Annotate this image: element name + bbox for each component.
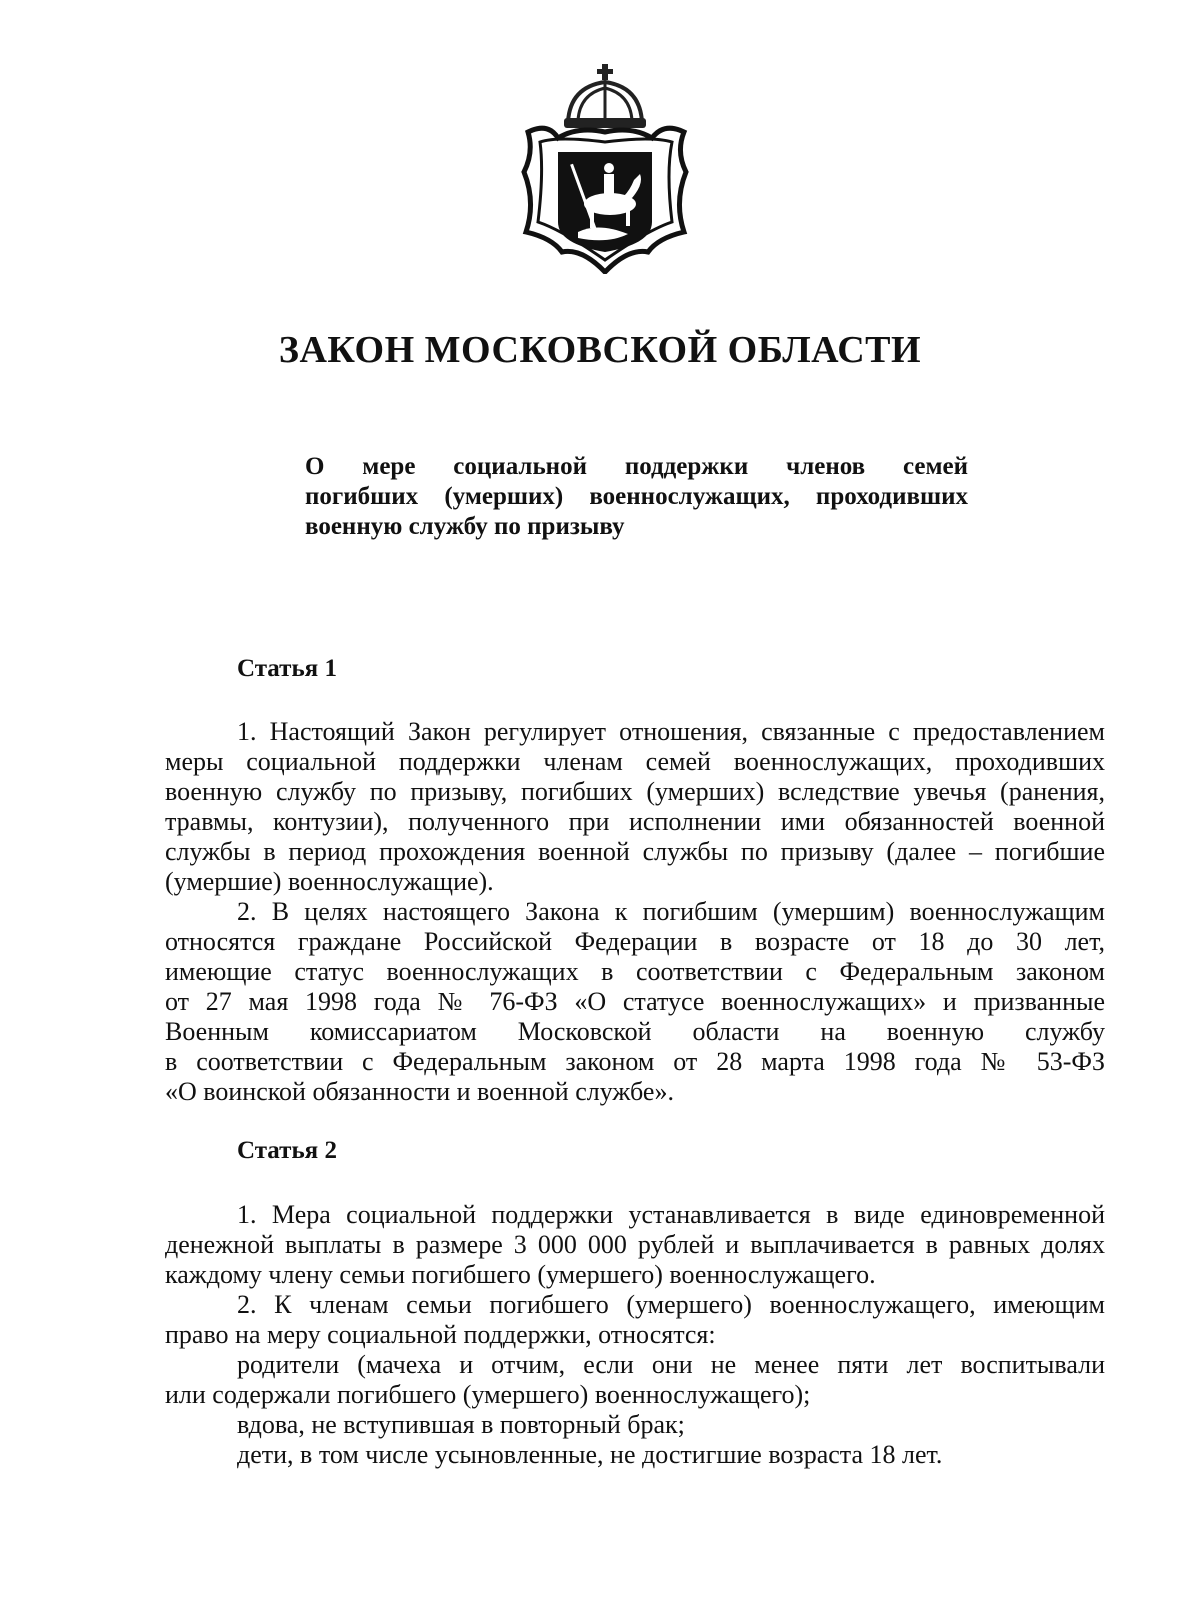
paragraph: [165, 1440, 1105, 1470]
paragraph: [165, 1200, 1105, 1290]
text-line: относятся граждане Российской Федерации в возрасте от 18 до 30 лет,: [165, 927, 1105, 956]
article-2-body: [165, 1200, 1105, 1470]
text-line: 1. Мера социальной поддержки устанавливается в виде единовременной: [237, 1200, 1105, 1229]
text-line: службы в период прохождения военной службы по призыву (далее – погибшие: [165, 837, 1105, 866]
text-line: (умершие) военнослужащие).: [165, 867, 494, 896]
text-line: «О воинской обязанности и военной службе».: [165, 1077, 674, 1106]
text-line: меры социальной поддержки членам семей военнослужащих, проходивших: [165, 747, 1105, 776]
paragraph: [165, 1350, 1105, 1410]
text-line: имеющие статус военнослужащих в соответствии с Федеральным законом: [165, 957, 1105, 986]
text-line: или содержали погибшего (умершего) военнослужащего);: [165, 1380, 811, 1409]
text-line: денежной выплаты в размере 3 000 000 рублей и выплачивается в равных долях: [165, 1230, 1105, 1259]
paragraph: [165, 897, 1105, 1107]
text-line: травмы, контузии), полученного при исполнении ими обязанностей военной: [165, 807, 1105, 836]
text-line: родители (мачеха и отчим, если они не менее пяти лет воспитывали: [237, 1350, 1105, 1379]
text-line: от 27 мая 1998 года № 76-ФЗ «О статусе военнослужащих» и призванные: [165, 987, 1105, 1016]
article-1-heading: Статья 1: [237, 655, 337, 682]
document-subtitle: [305, 452, 968, 542]
article-2-heading: Статья 2: [237, 1137, 337, 1164]
text-line: 2. К членам семьи погибшего (умершего) военнослужащего, имеющим: [237, 1290, 1105, 1319]
text-line: в соответствии с Федеральным законом от 28 марта 1998 года № 53-ФЗ: [165, 1047, 1105, 1076]
document-title: ЗАКОН МОСКОВСКОЙ ОБЛАСТИ: [278, 329, 922, 371]
text-line: вдова, не вступившая в повторный брак;: [237, 1410, 685, 1439]
text-line: дети, в том числе усыновленные, не достигшие возраста 18 лет.: [237, 1440, 943, 1469]
subtitle-line: О мере социальной поддержки членов семей: [305, 453, 968, 480]
text-line: каждому члену семьи погибшего (умершего) военнослужащего.: [165, 1260, 876, 1289]
paragraph: [165, 717, 1105, 897]
text-line: 1. Настоящий Закон регулирует отношения, связанные с предоставлением: [237, 717, 1105, 746]
paragraph: [165, 1290, 1105, 1350]
article-1-body: [165, 717, 1105, 1107]
subtitle-line: военную службу по призыву: [305, 513, 625, 540]
text-line: Военным комиссариатом Московской области на военную службу: [165, 1017, 1105, 1046]
text-line: 2. В целях настоящего Закона к погибшим (умершим) военнослужащим: [237, 897, 1105, 926]
coat-of-arms-emblem: [518, 62, 694, 274]
subtitle-line: погибших (умерших) военнослужащих, проходивших: [305, 483, 968, 510]
paragraph: [165, 1410, 1105, 1440]
text-line: военную службу по призыву, погибших (умерших) вследствие увечья (ранения,: [165, 777, 1105, 806]
text-line: право на меру социальной поддержки, относятся:: [165, 1320, 716, 1349]
